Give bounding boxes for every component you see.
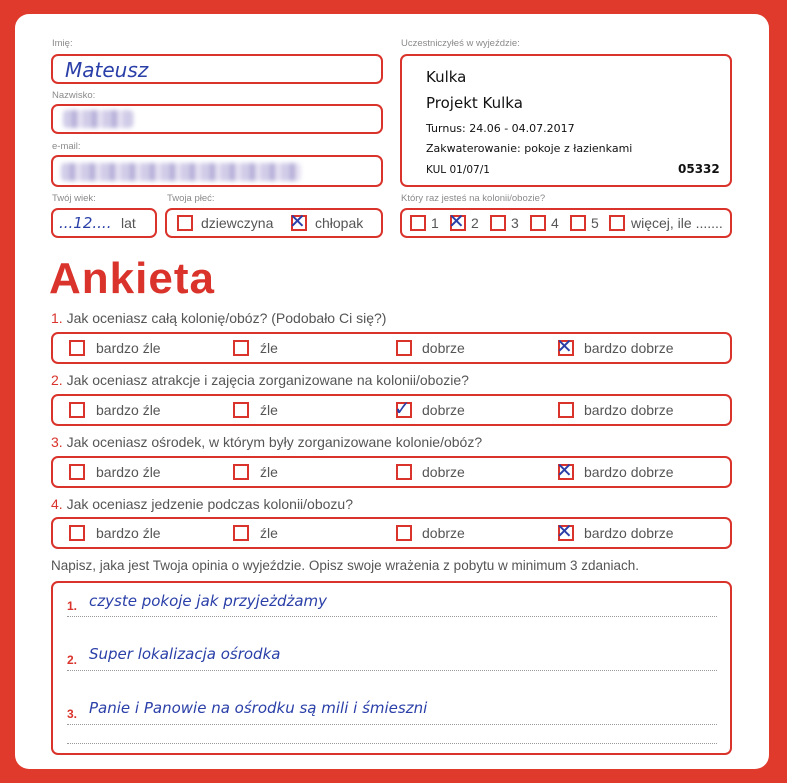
q4-option-b-label: źle <box>260 525 278 541</box>
opinion-box[interactable] <box>51 581 732 755</box>
times-1-label: 1 <box>431 215 439 231</box>
q2-option-c-label: dobrze <box>422 402 465 418</box>
question-4-text: Jak oceniasz jedzenie podczas kolonii/obozu? <box>66 496 353 512</box>
times-4-label: 4 <box>551 215 559 231</box>
trip-project: Projekt Kulka <box>426 94 523 112</box>
trip-turnus: Turnus: 24.06 - 04.07.2017 <box>426 122 575 135</box>
gender-male-checkbox[interactable] <box>289 209 307 233</box>
opinion-line-3: Panie i Panowie na ośrodku są mili i śmieszni <box>89 699 428 717</box>
gender-field <box>165 208 383 238</box>
times-1-checkbox[interactable] <box>410 215 426 231</box>
times-field <box>400 208 732 238</box>
check-mark-icon: ✕ <box>448 209 465 233</box>
trip-code: KUL 01/07/1 <box>426 164 490 176</box>
check-mark-icon: ✕ <box>556 458 573 482</box>
q4-option-d-checkbox[interactable] <box>556 519 574 543</box>
opinion-line-1-rule <box>67 616 717 617</box>
question-4-number: 4. <box>51 496 63 512</box>
q2-option-d-label: bardzo dobrze <box>584 402 674 418</box>
redacted-last-name <box>63 110 133 128</box>
age-unit: lat <box>121 215 136 231</box>
question-2-text: Jak oceniasz atrakcje i zajęcia zorganizowane na kolonii/obozie? <box>66 372 469 388</box>
trip-info-box <box>400 54 732 187</box>
survey-title: Ankieta <box>49 254 215 303</box>
question-3-options <box>51 456 732 488</box>
q2-option-c-checkbox[interactable] <box>394 396 412 420</box>
times-label: Który raz jesteś na kolonii/obozie? <box>401 193 546 204</box>
q1-option-c-label: dobrze <box>422 340 465 356</box>
q3-option-a-checkbox[interactable] <box>69 464 85 480</box>
redacted-email <box>61 163 301 181</box>
times-2-label: 2 <box>471 215 479 231</box>
q3-option-c-label: dobrze <box>422 464 465 480</box>
opinion-line-1-number: 1. <box>67 599 78 613</box>
q2-option-a-checkbox[interactable] <box>69 402 85 418</box>
times-3-label: 3 <box>511 215 519 231</box>
q1-option-a-checkbox[interactable] <box>69 340 85 356</box>
q1-option-d-checkbox[interactable] <box>556 334 574 358</box>
q1-option-a-label: bardzo źle <box>96 340 161 356</box>
opinion-line-4-rule <box>67 743 717 744</box>
question-1-options <box>51 332 732 364</box>
gender-label: Twoja płeć: <box>167 193 215 204</box>
question-3-text: Jak oceniasz ośrodek, w którym były zorganizowane kolonie/obóz? <box>66 434 483 450</box>
times-5-label: 5 <box>591 215 599 231</box>
first-name-label: Imię: <box>52 38 73 49</box>
check-mark-icon: ✕ <box>556 334 573 358</box>
times-more-checkbox[interactable] <box>609 215 625 231</box>
question-1-text: Jak oceniasz całą kolonię/obóz? (Podobało Ci się?) <box>66 310 387 326</box>
age-value: ...12.... <box>59 214 112 232</box>
email-label: e-mail: <box>52 141 81 152</box>
q3-option-b-label: źle <box>260 464 278 480</box>
q3-option-b-checkbox[interactable] <box>233 464 249 480</box>
check-mark-icon: ✓ <box>394 396 411 420</box>
q4-option-c-checkbox[interactable] <box>396 525 412 541</box>
first-name-field[interactable] <box>51 54 383 84</box>
opinion-line-2: Super lokalizacja ośrodka <box>89 645 281 663</box>
trip-number: 05332 <box>678 162 720 176</box>
q1-option-b-label: źle <box>260 340 278 356</box>
question-1-number: 1. <box>51 310 63 326</box>
age-label: Twój wiek: <box>52 193 96 204</box>
email-field[interactable] <box>51 155 383 187</box>
opinion-prompt: Napisz, jaka jest Twoja opinia o wyjeździe. Opisz swoje wrażenia z pobytu w minimum 3 zdaniach. <box>51 558 640 573</box>
q3-option-d-label: bardzo dobrze <box>584 464 674 480</box>
trip-accommodation: Zakwaterowanie: pokoje z łazienkami <box>426 142 633 155</box>
question-2 <box>51 372 469 388</box>
survey-sheet <box>15 14 769 769</box>
times-3-checkbox[interactable] <box>490 215 506 231</box>
opinion-line-2-rule <box>67 670 717 671</box>
q2-option-b-checkbox[interactable] <box>233 402 249 418</box>
q2-option-a-label: bardzo źle <box>96 402 161 418</box>
question-4 <box>51 496 353 512</box>
first-name-value: Mateusz <box>65 58 149 82</box>
q4-option-a-checkbox[interactable] <box>69 525 85 541</box>
q1-option-d-label: bardzo dobrze <box>584 340 674 356</box>
question-2-number: 2. <box>51 372 63 388</box>
opinion-line-1: czyste pokoje jak przyjeżdżamy <box>89 592 328 610</box>
question-1 <box>51 310 386 326</box>
age-field[interactable] <box>51 208 157 238</box>
question-3 <box>51 434 482 450</box>
opinion-line-3-number: 3. <box>67 707 78 721</box>
trip-label: Uczestniczyłeś w wyjeździe: <box>401 38 520 49</box>
opinion-line-3-rule <box>67 724 717 725</box>
gender-female-checkbox[interactable] <box>177 215 193 231</box>
q1-option-b-checkbox[interactable] <box>233 340 249 356</box>
last-name-field[interactable] <box>51 104 383 134</box>
q3-option-a-label: bardzo źle <box>96 464 161 480</box>
gender-male-label: chłopak <box>315 215 364 231</box>
question-3-number: 3. <box>51 434 63 450</box>
times-5-checkbox[interactable] <box>570 215 586 231</box>
q2-option-b-label: źle <box>260 402 278 418</box>
q2-option-d-checkbox[interactable] <box>558 402 574 418</box>
check-mark-icon: ✕ <box>289 209 306 233</box>
gender-female-label: dziewczyna <box>201 215 274 231</box>
times-4-checkbox[interactable] <box>530 215 546 231</box>
q3-option-d-checkbox[interactable] <box>556 458 574 482</box>
q4-option-a-label: bardzo źle <box>96 525 161 541</box>
question-4-options <box>51 517 732 549</box>
question-2-options <box>51 394 732 426</box>
q4-option-c-label: dobrze <box>422 525 465 541</box>
q1-option-c-checkbox[interactable] <box>396 340 412 356</box>
q3-option-c-checkbox[interactable] <box>396 464 412 480</box>
times-2-checkbox[interactable] <box>448 209 466 233</box>
opinion-line-2-number: 2. <box>67 653 78 667</box>
check-mark-icon: ✕ <box>556 519 573 543</box>
trip-name: Kulka <box>426 68 467 86</box>
last-name-label: Nazwisko: <box>52 90 96 101</box>
q4-option-d-label: bardzo dobrze <box>584 525 674 541</box>
times-more-label: więcej, ile ....... <box>631 215 723 231</box>
q4-option-b-checkbox[interactable] <box>233 525 249 541</box>
